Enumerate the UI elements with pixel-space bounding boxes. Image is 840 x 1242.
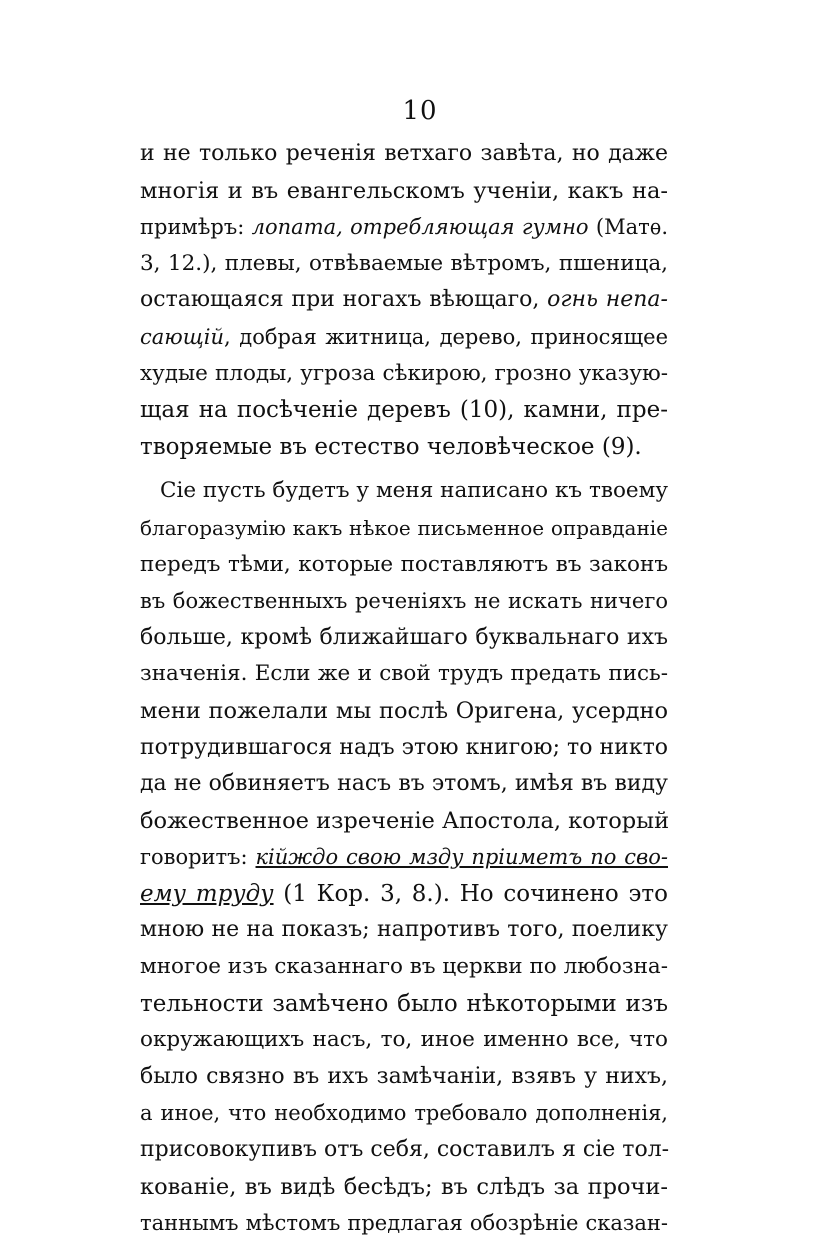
text-line: больше, кромѣ ближайшаго буквальнаго ихъ	[140, 624, 668, 650]
text-line: благоразумію какъ нѣкое письменное оправданіе	[140, 515, 668, 540]
paragraph-1	[140, 136, 668, 465]
text-run: , добрая житница, дерево, приносящее	[224, 324, 668, 349]
text-line: тельности замѣчено было нѣкоторыми изъ	[140, 990, 668, 1017]
text-line	[140, 319, 668, 356]
text-line: божественное изреченіе Апостола, который	[140, 807, 670, 834]
text-line: потрудившагося надъ этою книгою; то никто	[140, 734, 668, 760]
text-line: передъ тѣми, которые поставляютъ въ законъ	[140, 551, 668, 577]
text-run: примѣръ:	[140, 215, 252, 240]
text-run: (1 Кор. 3, 8.). Но сочинено это	[273, 880, 668, 907]
page-number: 10	[402, 96, 438, 126]
text-run: (Матѳ.	[588, 215, 668, 240]
text-line: мною не на показъ; напротивъ того, поелику	[140, 917, 668, 943]
text-line: да не обвиняетъ насъ въ этомъ, имѣя въ виду	[140, 771, 668, 797]
text-line	[140, 839, 668, 876]
text-line: мени пожелали мы послѣ Оригена, усердно	[140, 697, 668, 724]
text-run: остающаяся при ногахъ вѣющаго,	[140, 287, 548, 313]
italic-quote: кійждо свою мзду пріиметъ по сво-	[255, 845, 668, 870]
italic-quote: лопата, отребляющая гумно	[251, 215, 589, 240]
text-line: а иное, что необходимо требовало дополненія,	[140, 1101, 668, 1126]
text-line: многое изъ сказаннаго въ церкви по любозна-	[140, 954, 668, 980]
text-line: кованіе, въ видѣ бесѣдъ; въ слѣдъ за прочи-	[140, 1173, 668, 1200]
italic-quote: ему труду	[140, 880, 274, 907]
text-line	[140, 876, 668, 913]
text-line: таннымъ мѣстомъ предлагая обозрѣніе сказан-	[140, 1211, 668, 1236]
text-line: 3, 12.), плевы, отвѣваемые вѣтромъ, пшеница,	[140, 250, 668, 276]
text-line: щая на посѣченіе деревъ (10), камни, пре-	[140, 397, 668, 424]
text-line: Сіе пусть будетъ у меня написано къ твоему	[160, 478, 668, 504]
italic-quote: сающій	[140, 324, 225, 349]
text-line: худые плоды, угроза сѣкирою, грозно указую-	[140, 360, 668, 386]
paragraph-2	[140, 473, 668, 1241]
text-line: значенія. Если же и свой трудъ предать пись-	[140, 661, 668, 687]
text-line: окружающихъ насъ, то, иное именно все, что	[140, 1027, 668, 1053]
text-run: говоритъ:	[140, 845, 256, 870]
page-body	[140, 136, 668, 1242]
text-line: и не только реченія ветхаго завѣта, но даже	[140, 141, 668, 166]
text-line: присовокупивъ отъ себя, составилъ я сіе тол-	[140, 1137, 670, 1163]
text-line	[140, 209, 668, 246]
italic-quote: огнь непа-	[547, 287, 668, 313]
text-line: многія и въ евангельскомъ ученіи, какъ на-	[140, 177, 668, 204]
text-line: творяемые въ естество человѣческое (9).	[140, 433, 642, 460]
text-line: въ божественныхъ реченіяхъ не искать ничего	[140, 589, 668, 614]
text-line	[140, 282, 668, 319]
text-line: было связно въ ихъ замѣчаніи, взявъ у нихъ,	[140, 1063, 668, 1089]
